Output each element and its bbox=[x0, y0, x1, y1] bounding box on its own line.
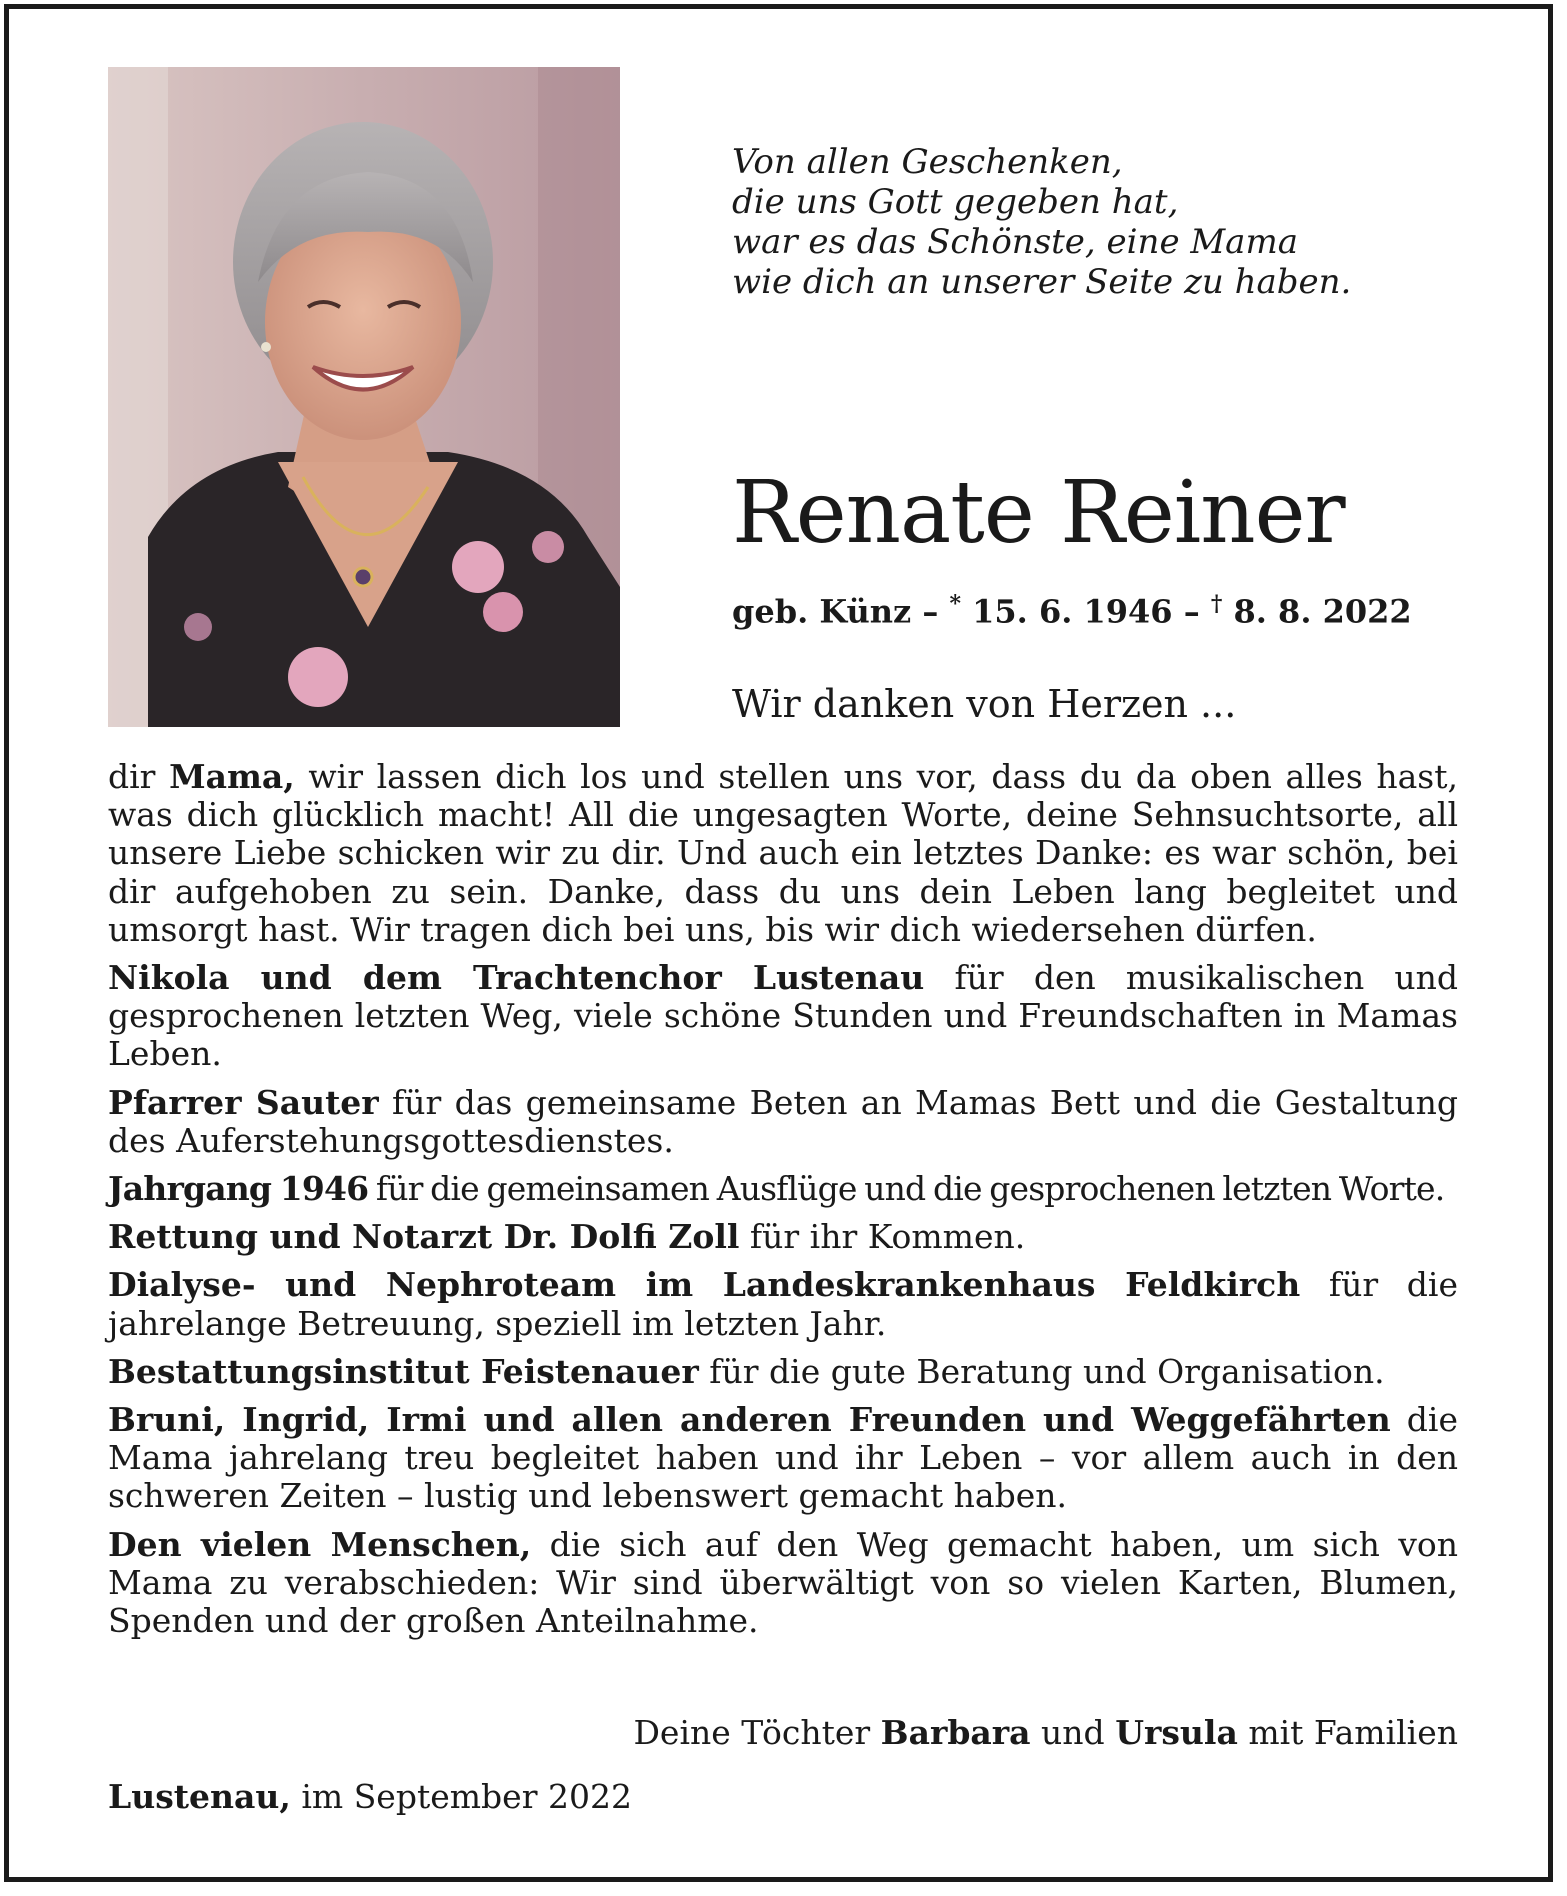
para-text: die Mama jahrelang treu begleitet haben und ihr Leben – vor allem auch in den schweren Zeiten – lustig und lebenswert gemacht haben. bbox=[108, 1400, 1458, 1516]
para-text: wir lassen dich los und stellen uns vor, dass du da oben alles hast, was dich glücklich macht! All die ungesagten Worte, deine Sehnsuchtsorte, all unsere Liebe schicken wir zu dir. Und auch ein letztes Danke: es war schön, bei dir aufgehoben zu sein. Danke, dass du uns dein Leben lang begleitet und umsorgt hast. Wir tragen dich bei uns, bis wir dich wiedersehen dürfen. bbox=[108, 757, 1458, 949]
para-text: für die gemeinsamen Ausflüge und die gesprochenen letzten Worte. bbox=[368, 1169, 1445, 1209]
signoff-text: und bbox=[1030, 1713, 1116, 1752]
thanks-paragraph bbox=[108, 959, 1458, 1074]
para-recipient: Jahrgang 1946 bbox=[108, 1169, 369, 1209]
thanks-paragraph bbox=[108, 1218, 1458, 1256]
thanks-paragraph bbox=[108, 1353, 1458, 1391]
para-recipient: Mama, bbox=[169, 757, 295, 796]
daughter-name: Barbara bbox=[880, 1713, 1031, 1752]
thanks-paragraph bbox=[108, 1526, 1458, 1641]
birth-symbol: * bbox=[949, 591, 961, 617]
separator: – bbox=[1172, 592, 1211, 631]
thanks-paragraph bbox=[108, 1084, 1458, 1160]
death-symbol: † bbox=[1210, 591, 1223, 617]
deceased-name: Renate Reiner bbox=[732, 463, 1345, 563]
para-text: für das gemeinsame Beten an Mamas Bett und die Gestaltung des Auferstehungsgottesdienstes. bbox=[108, 1082, 1458, 1160]
thanks-paragraph bbox=[108, 1266, 1458, 1342]
birth-name: geb. Künz bbox=[732, 592, 912, 631]
quote-line: wie dich an unserer Seite zu haben. bbox=[732, 262, 1352, 302]
birth-date: 15. 6. 1946 bbox=[961, 592, 1173, 631]
para-text: für den musikalischen und gesprochenen letzten Weg, viele schöne Stunden und Freundschaften in Mamas Leben. bbox=[108, 958, 1458, 1074]
place-date-text: im September 2022 bbox=[290, 1777, 632, 1816]
death-date: 8. 8. 2022 bbox=[1222, 592, 1412, 631]
quote-line: die uns Gott gegeben hat, bbox=[732, 182, 1179, 222]
place-date bbox=[108, 1777, 632, 1816]
quote-line: Von allen Geschenken, bbox=[732, 142, 1123, 182]
signoff-text: Deine Töchter bbox=[633, 1713, 881, 1752]
thanks-paragraph bbox=[108, 1170, 1458, 1208]
life-dates bbox=[732, 591, 1412, 631]
memorial-quote bbox=[732, 142, 1351, 302]
place-town: Lustenau, bbox=[108, 1777, 291, 1816]
daughter-name: Ursula bbox=[1115, 1713, 1238, 1752]
para-recipient: Bestattungsinstitut Feistenauer bbox=[108, 1351, 699, 1391]
thanks-paragraph bbox=[108, 1401, 1458, 1516]
separator: – bbox=[911, 592, 950, 631]
para-recipient: Nikola und dem Trachtenchor Lustenau bbox=[108, 958, 925, 998]
para-recipient: Rettung und Notarzt Dr. Dolfi Zoll bbox=[108, 1217, 740, 1257]
thanks-heading: Wir danken von Herzen ... bbox=[732, 682, 1237, 726]
thanks-body bbox=[108, 758, 1458, 1650]
thanks-paragraph bbox=[108, 758, 1458, 949]
signoff bbox=[633, 1713, 1458, 1752]
signoff-text: mit Familien bbox=[1237, 1713, 1458, 1752]
para-text: für die jahrelange Betreuung, speziell im letzten Jahr. bbox=[108, 1265, 1458, 1343]
para-text: für die gute Beratung und Organisation. bbox=[698, 1351, 1385, 1391]
para-recipient: Bruni, Ingrid, Irmi und allen anderen Freunden und Weggefährten bbox=[108, 1400, 1391, 1440]
portrait-photo bbox=[108, 67, 620, 727]
para-text: die sich auf den Weg gemacht haben, um sich von Mama zu verabschieden: Wir sind überwältigt von so vielen Karten, Blumen, Spenden und der großen Anteilnahme. bbox=[108, 1524, 1458, 1641]
para-recipient: Den vielen Menschen, bbox=[108, 1524, 532, 1564]
para-text: für ihr Kommen. bbox=[739, 1217, 1026, 1257]
quote-line: war es das Schönste, eine Mama bbox=[732, 222, 1298, 262]
para-recipient: Dialyse- und Nephroteam im Landeskrankenhaus Feldkirch bbox=[108, 1265, 1301, 1305]
para-recipient: Pfarrer Sauter bbox=[108, 1082, 379, 1122]
para-prefix: dir bbox=[108, 757, 170, 796]
